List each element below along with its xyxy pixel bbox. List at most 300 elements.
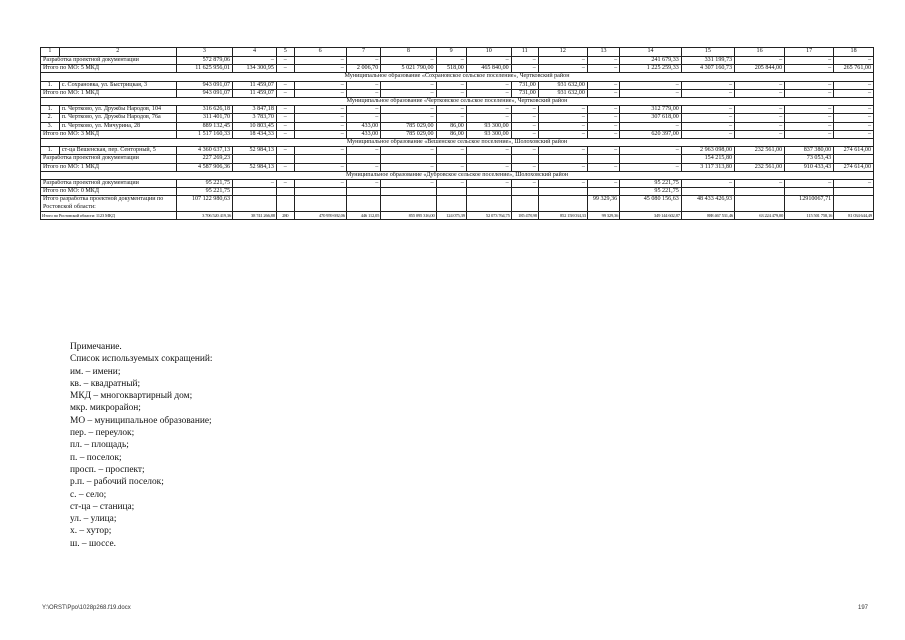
value-cell: –	[735, 180, 785, 188]
value-cell	[233, 188, 277, 196]
value-cell	[466, 196, 511, 211]
row-number-cell: 2.	[41, 114, 60, 122]
value-cell: 52 073 764,75	[466, 211, 511, 219]
value-cell: 107 122 980,63	[176, 196, 232, 211]
value-cell: 855 095 316,00	[381, 211, 436, 219]
value-cell	[346, 155, 380, 163]
value-cell: –	[436, 57, 466, 65]
value-cell: 4 360 637,13	[176, 147, 232, 155]
value-cell: –	[681, 180, 734, 188]
value-cell: 12910067,71	[785, 196, 834, 211]
value-cell: –	[834, 89, 874, 97]
value-cell: –	[276, 65, 294, 73]
column-number-cell: 13	[587, 48, 619, 57]
row-label-cell: Итого по МО: 5 МКД	[41, 65, 177, 73]
abbreviation-item: ст-ца – станица;	[70, 501, 135, 512]
value-cell: –	[620, 89, 682, 97]
file-path-footer: Y:\ORST\Ppo\1028p268.f19.docx	[42, 605, 131, 611]
row-label-cell: Разработка проектной документации	[41, 155, 177, 163]
value-cell: –	[681, 81, 734, 89]
value-cell: –	[587, 130, 619, 138]
abbreviation-item: пер. – переулок;	[70, 428, 135, 439]
municipality-section-title: Муниципальное образование «Дубровское сельское поселение», Шолоховский район	[41, 171, 874, 179]
value-cell: –	[276, 81, 294, 89]
value-cell	[538, 188, 587, 196]
row-label-cell: Итого по МО: 0 МКД	[41, 188, 177, 196]
value-cell: –	[834, 57, 874, 65]
value-cell: 312 779,00	[620, 106, 682, 114]
value-cell	[620, 155, 682, 163]
subtotal-row	[41, 211, 874, 219]
value-cell: 316 626,18	[176, 106, 232, 114]
value-cell: 852 158 034,33	[538, 211, 587, 219]
value-cell: 52 984,13	[233, 147, 277, 155]
value-cell: –	[276, 89, 294, 97]
value-cell: 3 847,18	[233, 106, 277, 114]
value-cell: 63 224 479,00	[735, 211, 785, 219]
value-cell: –	[620, 163, 682, 171]
column-number-cell: 17	[785, 48, 834, 57]
value-cell	[538, 155, 587, 163]
value-cell: 232 561,00	[735, 163, 785, 171]
notes-intro: Список используемых сокращений:	[70, 354, 213, 365]
value-cell: 52 984,13	[233, 163, 277, 171]
value-cell	[294, 188, 346, 196]
value-cell	[466, 188, 511, 196]
value-cell: –	[511, 106, 538, 114]
value-cell: –	[466, 163, 511, 171]
column-number-cell: 6	[294, 48, 346, 57]
row-number-cell: 1.	[41, 106, 60, 114]
value-cell	[785, 188, 834, 196]
value-cell: 227 269,23	[176, 155, 232, 163]
abbreviation-item: х. – хутор;	[70, 526, 112, 537]
value-cell	[233, 155, 277, 163]
value-cell: –	[346, 81, 380, 89]
value-cell: –	[294, 122, 346, 130]
value-cell: 785 029,00	[381, 130, 436, 138]
value-cell	[276, 196, 294, 211]
value-cell: 1 517 160,33	[176, 130, 232, 138]
value-cell: 134 300,95	[233, 65, 277, 73]
row-number-cell: 1.	[41, 147, 60, 155]
value-cell: 232 561,00	[735, 147, 785, 155]
value-cell: 185 478,98	[511, 211, 538, 219]
value-cell: 93 300,00	[466, 122, 511, 130]
value-cell: –	[620, 81, 682, 89]
value-cell: 124 075,39	[436, 211, 466, 219]
value-cell: –	[346, 147, 380, 155]
column-number-cell: 7	[346, 48, 380, 57]
subtotal-row	[41, 163, 874, 171]
value-cell: –	[681, 89, 734, 97]
page-number: 197	[858, 605, 869, 611]
abbreviation-item: с. – село;	[70, 489, 107, 500]
value-cell: –	[834, 130, 874, 138]
row-label-cell: Итого по Ростовской области: 1123 МКД	[41, 211, 177, 219]
house-row	[41, 122, 874, 130]
value-cell: –	[834, 180, 874, 188]
value-cell: –	[511, 122, 538, 130]
value-cell: 889 132,45	[176, 122, 232, 130]
house-row	[41, 147, 874, 155]
value-cell	[276, 188, 294, 196]
subtotal-row	[41, 57, 874, 65]
value-cell: 3 783,70	[233, 114, 277, 122]
value-cell: –	[233, 180, 277, 188]
value-cell	[436, 188, 466, 196]
value-cell: –	[276, 147, 294, 155]
abbreviation-item: ш. – шоссе.	[70, 538, 117, 549]
value-cell: –	[511, 180, 538, 188]
value-cell	[294, 155, 346, 163]
value-cell	[834, 196, 874, 211]
value-cell: –	[436, 81, 466, 89]
value-cell: –	[466, 106, 511, 114]
value-cell: –	[785, 89, 834, 97]
value-cell: –	[735, 89, 785, 97]
value-cell: –	[587, 180, 619, 188]
value-cell	[233, 196, 277, 211]
value-cell: –	[785, 114, 834, 122]
value-cell: 45 080 156,63	[620, 196, 682, 211]
value-cell: 93 300,00	[466, 130, 511, 138]
value-cell: –	[735, 122, 785, 130]
value-cell: –	[466, 180, 511, 188]
value-cell: 99 329,36	[587, 196, 619, 211]
value-cell: –	[511, 57, 538, 65]
value-cell: –	[735, 57, 785, 65]
value-cell: –	[587, 65, 619, 73]
value-cell: –	[834, 114, 874, 122]
value-cell: –	[436, 147, 466, 155]
section-header-row	[41, 73, 874, 81]
subtotal-row	[41, 130, 874, 138]
value-cell: –	[381, 114, 436, 122]
value-cell: –	[276, 180, 294, 188]
abbreviation-item: МО – муниципальное образование;	[70, 415, 212, 426]
value-cell: 311 401,70	[176, 114, 232, 122]
abbreviation-item: мкр. микрорайон;	[70, 403, 141, 414]
column-number-row	[41, 48, 874, 57]
value-cell: 86,00	[436, 130, 466, 138]
column-number-cell: 18	[834, 48, 874, 57]
row-label-cell: Итого по МО: 1 МКД	[41, 89, 177, 97]
value-cell: –	[785, 106, 834, 114]
value-cell: –	[538, 57, 587, 65]
value-cell: –	[587, 147, 619, 155]
value-cell: 38 741 266,88	[233, 211, 277, 219]
value-cell: –	[538, 163, 587, 171]
section-header-row	[41, 171, 874, 179]
value-cell: –	[538, 114, 587, 122]
value-cell: –	[294, 114, 346, 122]
abbreviation-item: им. – имени;	[70, 366, 121, 377]
house-row	[41, 106, 874, 114]
value-cell: –	[276, 130, 294, 138]
value-cell: 349 144 602,87	[620, 211, 682, 219]
value-cell: –	[436, 114, 466, 122]
row-number-cell: 3.	[41, 122, 60, 130]
value-cell: –	[587, 114, 619, 122]
value-cell: –	[587, 163, 619, 171]
value-cell: –	[381, 163, 436, 171]
abbreviation-item: МКД – многоквартирный дом;	[70, 391, 193, 402]
value-cell: 81 034 644,49	[834, 211, 874, 219]
value-cell: 837 380,00	[785, 147, 834, 155]
value-cell: 731,00	[511, 81, 538, 89]
value-cell: –	[346, 163, 380, 171]
value-cell: 4 307 160,73	[681, 65, 734, 73]
value-cell: –	[466, 89, 511, 97]
address-cell: п. Чертково, ул. Мичурина, 28	[59, 122, 176, 130]
value-cell: –	[538, 106, 587, 114]
value-cell: 943 091,07	[176, 81, 232, 89]
value-cell: –	[381, 57, 436, 65]
house-row	[41, 81, 874, 89]
address-cell: ст-ца Вешенская, пер. Сенторный, 5	[59, 147, 176, 155]
value-cell: –	[538, 122, 587, 130]
value-cell: –	[381, 180, 436, 188]
subtotal-row	[41, 65, 874, 73]
value-cell: –	[511, 65, 538, 73]
value-cell: –	[294, 57, 346, 65]
value-cell: –	[294, 163, 346, 171]
value-cell	[735, 155, 785, 163]
value-cell: –	[294, 130, 346, 138]
value-cell: –	[511, 114, 538, 122]
column-number-cell: 2	[59, 48, 176, 57]
value-cell: –	[294, 147, 346, 155]
value-cell	[834, 155, 874, 163]
row-label-cell: Итого по МО: 1 МКД	[41, 163, 177, 171]
value-cell: 1 225 259,33	[620, 65, 682, 73]
value-cell: 785 029,00	[381, 122, 436, 130]
abbreviation-item: кв. – квадратный;	[70, 378, 141, 389]
value-cell: 465 840,00	[466, 65, 511, 73]
capital-repair-table	[40, 47, 874, 220]
value-cell	[735, 188, 785, 196]
value-cell	[381, 155, 436, 163]
abbreviation-item: ул. – улица;	[70, 514, 117, 525]
value-cell: 95 221,75	[620, 188, 682, 196]
value-cell: 446 112,05	[346, 211, 380, 219]
value-cell: –	[735, 130, 785, 138]
value-cell: –	[466, 147, 511, 155]
value-cell: –	[735, 81, 785, 89]
value-cell: 943 091,07	[176, 89, 232, 97]
column-number-cell: 15	[681, 48, 734, 57]
column-number-cell: 3	[176, 48, 232, 57]
value-cell: 73 053,43	[785, 155, 834, 163]
value-cell: –	[233, 57, 277, 65]
value-cell: 470 959 692,06	[294, 211, 346, 219]
value-cell	[735, 196, 785, 211]
value-cell: –	[511, 130, 538, 138]
value-cell	[834, 188, 874, 196]
value-cell: –	[466, 81, 511, 89]
abbreviation-item: п. – поселок;	[70, 452, 122, 463]
row-label-cell: Итого по МО: 3 МКД	[41, 130, 177, 138]
value-cell: –	[681, 130, 734, 138]
value-cell	[466, 155, 511, 163]
value-cell: –	[834, 81, 874, 89]
value-cell: 280	[276, 211, 294, 219]
value-cell: 205 844,00	[735, 65, 785, 73]
value-cell: 331 199,73	[681, 57, 734, 65]
value-cell: –	[681, 114, 734, 122]
value-cell: –	[620, 147, 682, 155]
row-label-cell: Разработка проектной документации	[41, 57, 177, 65]
value-cell	[381, 188, 436, 196]
value-cell: 11 459,07	[233, 81, 277, 89]
value-cell: 931 632,00	[538, 89, 587, 97]
value-cell: –	[346, 114, 380, 122]
value-cell	[511, 155, 538, 163]
value-cell: –	[538, 130, 587, 138]
value-cell: 95 221,75	[176, 188, 232, 196]
value-cell: –	[294, 106, 346, 114]
value-cell: –	[276, 106, 294, 114]
row-number-cell: 1.	[41, 81, 60, 89]
value-cell	[587, 188, 619, 196]
value-cell: 265 761,00	[834, 65, 874, 73]
value-cell: 307 618,00	[620, 114, 682, 122]
value-cell: 10 803,45	[233, 122, 277, 130]
value-cell: –	[785, 122, 834, 130]
value-cell: –	[587, 106, 619, 114]
value-cell	[511, 188, 538, 196]
value-cell: 910 433,43	[785, 163, 834, 171]
value-cell: 99 329,36	[587, 211, 619, 219]
column-number-cell: 8	[381, 48, 436, 57]
value-cell: –	[466, 57, 511, 65]
value-cell: 4 587 906,36	[176, 163, 232, 171]
column-number-cell: 11	[511, 48, 538, 57]
value-cell	[436, 155, 466, 163]
value-cell: –	[785, 57, 834, 65]
value-cell: 3 117 313,80	[681, 163, 734, 171]
value-cell: –	[735, 106, 785, 114]
abbreviation-item: р.п. – рабочий поселок;	[70, 477, 164, 488]
address-cell: п. Чертково, ул. Дружбы Народов, 76а	[59, 114, 176, 122]
section-header-row	[41, 98, 874, 106]
value-cell: –	[276, 122, 294, 130]
section-header-row	[41, 139, 874, 147]
value-cell: 433,00	[346, 122, 380, 130]
value-cell: 115 501 758,16	[785, 211, 834, 219]
value-cell: –	[538, 180, 587, 188]
value-cell: 5 021 790,00	[381, 65, 436, 73]
column-number-cell: 9	[436, 48, 466, 57]
value-cell: 3 706 520 419,36	[176, 211, 232, 219]
value-cell: –	[381, 106, 436, 114]
municipality-section-title: Муниципальное образование «Вешенское сельское поселение», Шолоховский район	[41, 139, 874, 147]
value-cell: 931 632,00	[538, 81, 587, 89]
value-cell	[346, 188, 380, 196]
value-cell: –	[735, 114, 785, 122]
value-cell: –	[587, 57, 619, 65]
value-cell: –	[436, 180, 466, 188]
value-cell: –	[381, 89, 436, 97]
value-cell: –	[538, 147, 587, 155]
notes-title: Примечание.	[70, 342, 122, 352]
value-cell: –	[511, 147, 538, 155]
value-cell	[587, 155, 619, 163]
value-cell: –	[294, 180, 346, 188]
value-cell: –	[276, 114, 294, 122]
value-cell: –	[681, 106, 734, 114]
column-number-cell: 4	[233, 48, 277, 57]
value-cell: 888 467 531,46	[681, 211, 734, 219]
value-cell: 2 963 098,00	[681, 147, 734, 155]
value-cell	[436, 196, 466, 211]
value-cell: –	[276, 163, 294, 171]
value-cell: –	[436, 89, 466, 97]
house-row	[41, 114, 874, 122]
value-cell: 620 397,00	[620, 130, 682, 138]
value-cell: 11 625 956,01	[176, 65, 232, 73]
abbreviation-item: просп. – проспект;	[70, 464, 145, 475]
value-cell: 274 614,00	[834, 147, 874, 155]
value-cell: –	[436, 163, 466, 171]
subtotal-row	[41, 155, 874, 163]
abbreviation-item: пл. – площадь;	[70, 440, 129, 451]
municipality-section-title: Муниципальное образование «Чертковское сельское поселение», Чертковский район	[41, 98, 874, 106]
value-cell	[511, 196, 538, 211]
subtotal-row	[41, 89, 874, 97]
value-cell: 11 459,07	[233, 89, 277, 97]
value-cell: 241 679,33	[620, 57, 682, 65]
row-label-cell: Разработка проектной документации	[41, 180, 177, 188]
value-cell: –	[294, 81, 346, 89]
value-cell: –	[785, 81, 834, 89]
value-cell: –	[381, 147, 436, 155]
value-cell: –	[346, 180, 380, 188]
value-cell: –	[346, 106, 380, 114]
value-cell: –	[785, 130, 834, 138]
address-cell: с. Сохрановка, ул. Быстрицкая, 3	[59, 81, 176, 89]
value-cell: 518,00	[436, 65, 466, 73]
value-cell	[538, 196, 587, 211]
value-cell: 95 221,75	[620, 180, 682, 188]
subtotal-row	[41, 180, 874, 188]
row-label-cell: Итого разработка проектной документации по Ростовской области:	[41, 196, 177, 211]
table-body	[41, 48, 874, 220]
column-number-cell: 14	[620, 48, 682, 57]
value-cell: 18 434,33	[233, 130, 277, 138]
subtotal-row	[41, 196, 874, 211]
subtotal-row	[41, 188, 874, 196]
column-number-cell: 10	[466, 48, 511, 57]
value-cell	[276, 155, 294, 163]
notes-section	[70, 341, 213, 550]
value-cell	[681, 188, 734, 196]
value-cell: –	[681, 122, 734, 130]
value-cell: –	[587, 89, 619, 97]
value-cell: –	[785, 65, 834, 73]
column-number-cell: 12	[538, 48, 587, 57]
value-cell: –	[346, 89, 380, 97]
value-cell: –	[587, 81, 619, 89]
value-cell: –	[511, 163, 538, 171]
value-cell	[294, 196, 346, 211]
value-cell: –	[294, 65, 346, 73]
value-cell: –	[436, 106, 466, 114]
value-cell: –	[381, 81, 436, 89]
value-cell: –	[276, 57, 294, 65]
value-cell	[381, 196, 436, 211]
